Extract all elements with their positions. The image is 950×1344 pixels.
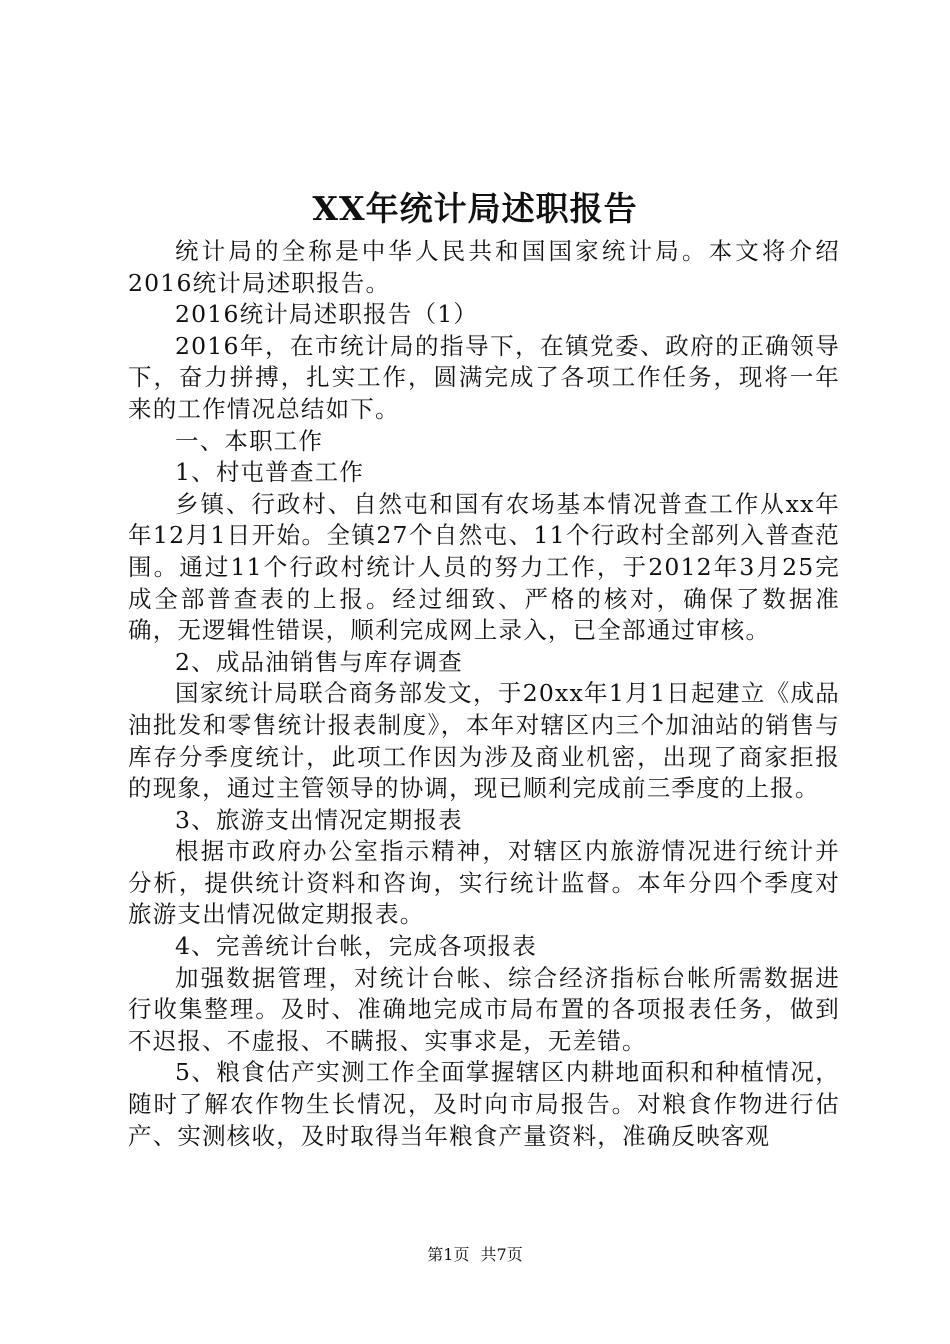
subsection-heading: 3、旅游支出情况定期报表 — [175, 805, 463, 834]
subsection-heading: 1、村屯普查工作 — [175, 458, 365, 487]
paragraph: 国家统计局联合商务部发文，于20xx年1月1日起建立《成品油批发和零售统计报表制度》，本年对辖区内三个加油站的销售与库存分季度统计，此项工作因为涉及商业机密，出现了商家拒报的现象，通过主管领导的协调，现已顺利完成前三季度的上报。 — [128, 679, 840, 803]
document-body — [128, 236, 840, 1152]
page-number-current: 第1页 — [427, 1245, 470, 1264]
paragraph: 5、粮食估产实测工作全面掌握辖区内耕地面积和种植情况，随时了解农作物生长情况，及时向市局报告。对粮食作物进行估产、实测核收，及时取得当年粮食产量资料，准确反映客观 — [128, 1058, 840, 1150]
subsection-heading: 4、完善统计台帐，完成各项报表 — [175, 932, 537, 961]
subsection-heading: 2、成品油销售与库存调查 — [175, 647, 463, 676]
section-heading: 一、本职工作 — [175, 426, 324, 455]
document-title: XX年统计局述职报告 — [312, 189, 638, 228]
paragraph: 乡镇、行政村、自然屯和国有农场基本情况普查工作从xx年年12月1日开始。全镇27个自然屯、11个行政村全部列入普查范围。通过11个行政村统计人员的努力工作，于2012年3月25完成全部普查表的上报。经过细致、严格的核对，确保了数据准确，无逻辑性错误，顺利完成网上录入，已全部通过审核。 — [128, 489, 840, 645]
paragraph: 统计局的全称是中华人民共和国国家统计局。本文将介绍2016统计局述职报告。 — [128, 237, 840, 297]
paragraph: 2016统计局述职报告（1） — [175, 300, 479, 329]
page-footer — [0, 1244, 950, 1266]
page-number-total: 共7页 — [480, 1245, 523, 1264]
paragraph: 根据市政府办公室指示精神，对辖区内旅游情况进行统计并分析，提供统计资料和咨询，实行统计监督。本年分四个季度对旅游支出情况做定期报表。 — [128, 837, 840, 929]
paragraph: 2016年，在市统计局的指导下，在镇党委、政府的正确领导下，奋力拼搏，扎实工作，圆满完成了各项工作任务，现将一年来的工作情况总结如下。 — [128, 331, 840, 423]
paragraph: 加强数据管理，对统计台帐、综合经济指标台帐所需数据进行收集整理。及时、准确地完成市局布置的各项报表任务，做到不迟报、不虚报、不瞒报、实事求是，无差错。 — [128, 963, 840, 1055]
